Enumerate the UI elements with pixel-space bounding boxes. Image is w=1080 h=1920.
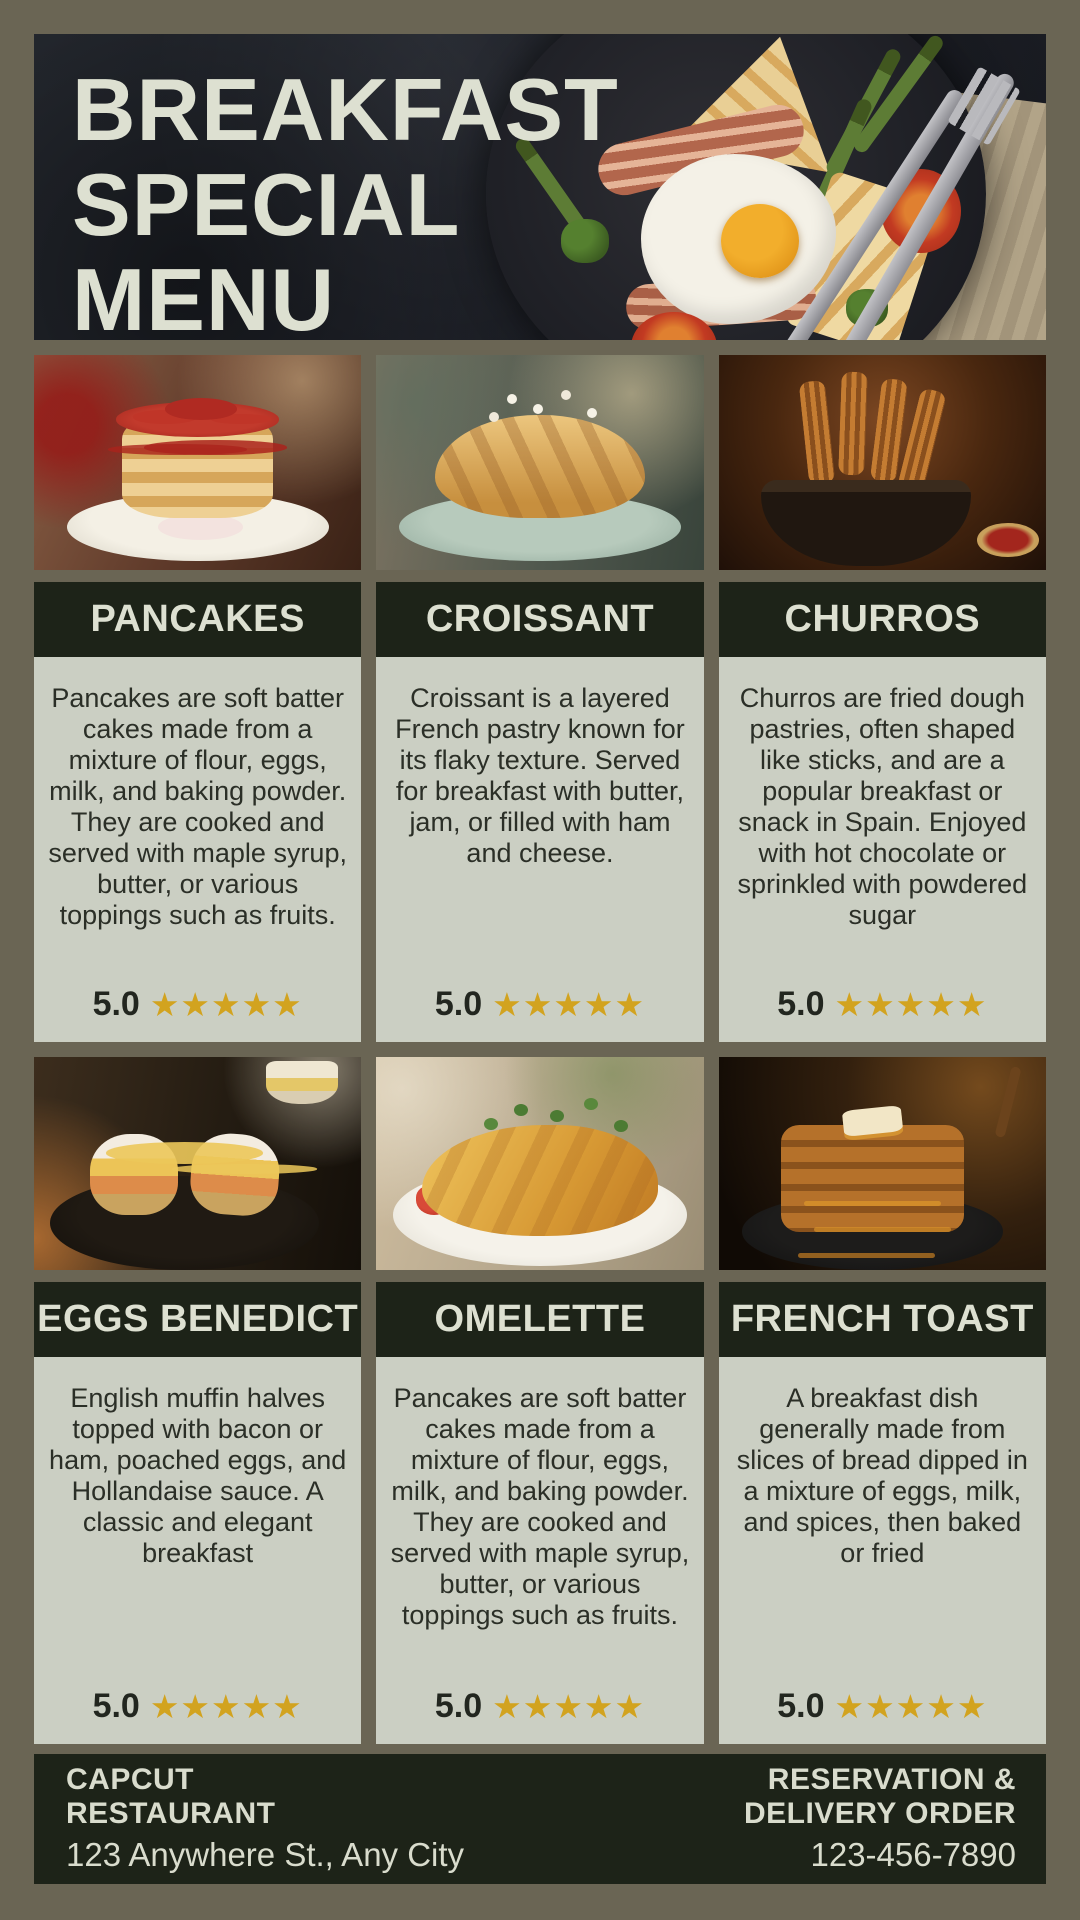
rating-row	[719, 985, 1046, 1024]
star-icons: ★★★★★	[834, 986, 988, 1023]
page-title	[72, 62, 619, 340]
title-line-3: MENU	[72, 250, 336, 340]
menu-row-1	[34, 355, 1046, 1042]
fried-egg-yolk	[721, 204, 799, 278]
rating-row	[376, 985, 703, 1024]
star-icons: ★★★★★	[149, 986, 303, 1023]
reservation-line2: DELIVERY ORDER	[743, 1797, 1016, 1830]
card-description: Pancakes are soft batter cakes made from a mixture of flour, eggs, milk, and baking powder. They are cooked and served with maple syrup, butter, or various toppings such as fruits.	[390, 1383, 690, 1630]
rating-value: 5.0	[434, 985, 483, 1023]
card-title: PANCAKES	[90, 598, 305, 640]
rating-row	[34, 1687, 361, 1726]
rating-value: 5.0	[434, 1687, 483, 1725]
hollandaise-sauce	[106, 1142, 263, 1163]
footer-bar	[34, 1754, 1046, 1884]
card-title: OMELETTE	[434, 1298, 646, 1340]
toast-stack	[781, 1125, 964, 1232]
french-toast-photo	[719, 1057, 1046, 1270]
eggs-benedict-photo	[34, 1057, 361, 1270]
croissant	[435, 415, 644, 518]
honey-dipper	[995, 1065, 1022, 1138]
card-description: Pancakes are soft batter cakes made from a mixture of flour, eggs, milk, and baking powder. They are cooked and served with maple syrup, butter, or various toppings such as fruits.	[48, 683, 347, 930]
card-title-bar	[376, 1282, 703, 1357]
card-title-bar	[34, 582, 361, 657]
pancakes-photo	[34, 355, 361, 570]
strawberries	[165, 398, 237, 420]
card-body	[376, 1357, 703, 1744]
bowl	[761, 480, 970, 566]
card-body	[719, 657, 1046, 1042]
ramekin	[266, 1061, 338, 1104]
brand-name-line2: RESTAURANT	[66, 1797, 276, 1830]
menu-card-omelette	[376, 1057, 703, 1744]
card-title-bar	[34, 1282, 361, 1357]
churro-stick	[838, 372, 868, 476]
star-icons: ★★★★★	[834, 1688, 988, 1725]
rating-value: 5.0	[777, 985, 825, 1023]
title-line-1: BREAKFAST	[72, 60, 619, 159]
rating-value: 5.0	[92, 1687, 140, 1725]
rating-row	[34, 985, 361, 1024]
card-title: CHURROS	[784, 598, 981, 640]
star-icons: ★★★★★	[492, 1688, 646, 1725]
card-description: A breakfast dish generally made from slices of bread dipped in a mixture of eggs, milk, and spices, then baked or fried	[736, 1383, 1028, 1568]
rating-value: 5.0	[92, 985, 140, 1023]
card-title-bar	[376, 582, 703, 657]
card-description: English muffin halves topped with bacon or ham, poached eggs, and Hollandaise sauce. A classic and elegant breakfast	[49, 1383, 347, 1568]
menu-card-croissant	[376, 355, 703, 1042]
menu-card-pancakes	[34, 355, 361, 1042]
card-description: Churros are fried dough pastries, often shaped like sticks, and are a popular breakfast or snack in Spain. Enjoyed with hot chocolate or sprinkled with powdered sugar	[737, 683, 1028, 930]
header-banner	[34, 34, 1046, 340]
churros-photo	[719, 355, 1046, 570]
card-title: CROISSANT	[425, 598, 655, 640]
card-body	[376, 657, 703, 1042]
croissant-photo	[376, 355, 703, 570]
brand-name-line1: CAPCUT	[66, 1763, 194, 1796]
menu-card-eggs-benedict	[34, 1057, 361, 1744]
title-line-2: SPECIAL	[72, 155, 461, 254]
card-title-bar	[719, 582, 1046, 657]
star-icons: ★★★★★	[492, 986, 646, 1023]
card-title: EGGS BENEDICT	[37, 1298, 359, 1340]
omelette-photo	[376, 1057, 703, 1270]
card-body	[719, 1357, 1046, 1744]
menu-card-french-toast	[719, 1057, 1046, 1744]
churro-stick	[798, 380, 835, 485]
card-body	[34, 1357, 361, 1744]
rating-row	[719, 1687, 1046, 1726]
reservation-line1: RESERVATION &	[767, 1763, 1016, 1796]
syrup-drizzle	[804, 1201, 941, 1206]
rating-value: 5.0	[777, 1687, 825, 1725]
reservation-info	[744, 1763, 1016, 1875]
powdered-sugar	[507, 394, 517, 404]
restaurant-info	[66, 1763, 464, 1875]
card-description: Croissant is a layered French pastry known for its flaky texture. Served for breakfast with butter, jam, or filled with ham and cheese.	[395, 683, 685, 868]
menu-card-churros	[719, 355, 1046, 1042]
dip-bowl	[977, 523, 1039, 557]
card-title-bar	[719, 1282, 1046, 1357]
card-body	[34, 657, 361, 1042]
herb-garnish	[514, 1104, 528, 1116]
rating-row	[376, 1687, 703, 1726]
menu-row-2	[34, 1057, 1046, 1744]
omelette	[422, 1125, 658, 1236]
card-title: FRENCH TOAST	[730, 1298, 1034, 1340]
star-icons: ★★★★★	[149, 1688, 303, 1725]
phone-number: 123-456-7890	[810, 1836, 1016, 1873]
address: 123 Anywhere St., Any City	[66, 1836, 465, 1873]
